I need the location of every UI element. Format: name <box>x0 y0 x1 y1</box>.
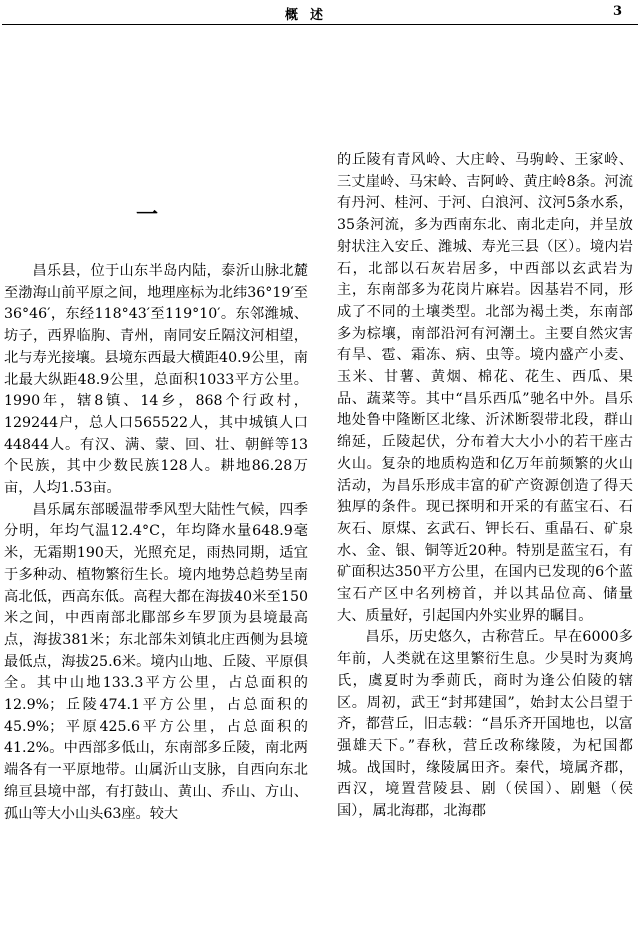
paragraph-terrain-continued: 的丘陵有青风岭、大庄岭、马驹岭、王家岭、三丈崖岭、马宋岭、吉阿岭、黄庄岭8条。河流有丹河、桂河、于河、白浪河、汶河5条水系，35条河流，多为西南东北、南北走向，并呈放射状注入安丘、潍城、寿光三县（区）。境内岩石，北部以石灰岩居多，中西部以玄武岩为主，东南部多为花岗片麻岩。因基岩不同，形成了不同的土壤类型。北部为褐土类，东南部多为棕壤，南部沿河有河潮土。主要自然灾害有旱、雹、霜冻、病、虫等。境内盛产小麦、玉米、甘薯、黄烟、棉花、花生、西瓜、果品、蔬菜等。其中“昌乐西瓜”驰名中外。昌乐地处鲁中隆断区北缘、沂沭断裂带北段，群山绵延，丘陵起伏，分布着大大小小的若干座古火山。复杂的地质构造和亿万年前频繁的火山活动，为昌乐形成丰富的矿产资源创造了得天独厚的条件。现已探明和开采的有蓝宝石、石灰石、原煤、玄武石、钾长石、重晶石、矿泉水、金、银、铜等近20种。特别是蓝宝石，有矿面积达350平方公里，在国内已发现的6个蓝宝石产区中名列榜首，并以其品位高、储量大、质量好，引起国内外实业界的瞩目。 <box>337 152 633 624</box>
right-column <box>337 150 633 823</box>
header-rule <box>2 24 638 25</box>
page-number: 3 <box>612 4 622 19</box>
page-header <box>0 0 640 26</box>
paragraph-location: 昌乐县，位于山东半岛内陆，泰沂山脉北麓至渤海山前平原之间，地理座标为北纬36°19′至36°46′，东经118°43′至119°10′。东邻潍城、坊子，西界临朐、青州，南同安丘隔汶河相望，北与寿光接壤。县境东西最大横距40.9公里，南北最大纵距48.9公里，总面积1033平方公里。1990年，辖8镇、14乡，868个行政村，129244户，总人口565522人，其中城镇人口44844人。有汉、满、蒙、回、壮、朝鲜等13个民族，其中少数民族128人。耕地86.28万亩，人均1.53亩。 <box>4 263 308 497</box>
left-column-body <box>4 261 308 825</box>
running-title: 概述 <box>285 8 336 23</box>
paragraph-climate: 昌乐属东部暖温带季风型大陆性气候，四季分明，年均气温12.4°C，年均降水量648.9毫米，无霜期190天，光照充足，雨热同期，适宜于多种动、植物繁衍生长。境内地势总趋势呈南高北低，西高东低。高程大都在海拔40米至150米之间，中西南部北郿部乡车罗顶为县境最高点，海拔381米；东北部朱刘镇北庄西侧为县境最低点，海拔25.6米。境内山地、丘陵、平原俱全。其中山地133.3平方公里，占总面积的12.9%；丘陵474.1平方公里，占总面积的45.9%；平原425.6平方公里，占总面积的41.2%。中西部多低山，东南部多丘陵，南北两端各有一平原地带。山属沂山支脉，自西向东北绵亘县境中部，有打鼓山、黄山、乔山、方山、孤山等大小山头63座。较大 <box>4 501 308 822</box>
paragraph-history: 昌乐，历史悠久，古称营丘。早在6000多年前，人类就在这里繁衍生息。少昊时为爽鸠氏，虞夏时为季荝氏，商时为逢公伯陵的辖区。周初，武王“封邦建国”，始封太公吕望于齐，都营丘，旧志载：“昌乐齐开国地也，以富强雄天下。”春秋，营丘改称缘陵，为杞国都城。战国时，缘陵属田齐。秦代，境属齐郡，西汉，境置营陵县、剧（侯国）、剧魁（侯国），属北海郡，北海郡 <box>337 629 633 820</box>
section-number: 一 <box>136 202 159 228</box>
